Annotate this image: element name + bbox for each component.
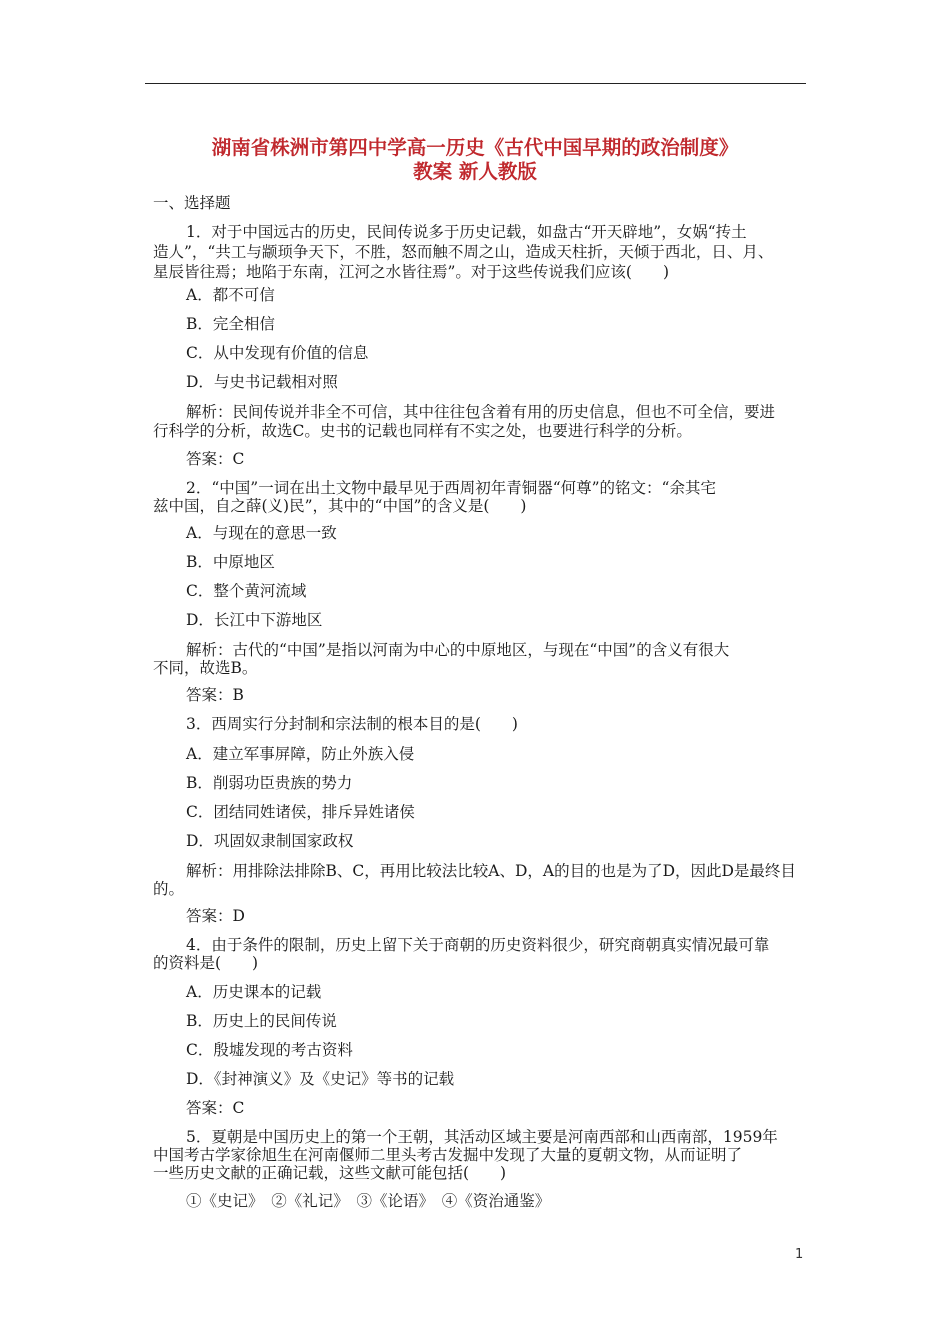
q1-option-c: C．从中发现有价值的信息 bbox=[186, 344, 369, 362]
q1-option-a: A．都不可信 bbox=[186, 286, 275, 304]
q1-stem-line-2: 造人”，“共工与颛顼争天下，不胜，怒而触不周之山，造成天柱折，天倾于西北，日、月、 bbox=[153, 243, 774, 261]
q4-option-c: C．殷墟发现的考古资料 bbox=[186, 1041, 353, 1059]
q3-answer: 答案：D bbox=[186, 907, 245, 925]
q2-explanation-line-2: 不同，故选B。 bbox=[153, 659, 258, 677]
q3-option-a: A．建立军事屏障，防止外族入侵 bbox=[186, 745, 415, 763]
q3-explanation-line-2: 的。 bbox=[153, 880, 185, 898]
q3-option-b: B．削弱功臣贵族的势力 bbox=[186, 774, 353, 792]
q2-stem-line-1: 2．“中国”一词在出土文物中最早见于西周初年青铜器“何尊”的铭文：“余其宅 bbox=[186, 479, 716, 497]
q2-option-a: A．与现在的意思一致 bbox=[186, 524, 337, 542]
q2-option-b: B．中原地区 bbox=[186, 553, 275, 571]
q5-stem-line-3: 一些历史文献的正确记载，这些文献可能包括( ) bbox=[153, 1164, 507, 1182]
section-heading: 一、选择题 bbox=[153, 194, 231, 212]
q1-option-b: B．完全相信 bbox=[186, 315, 275, 333]
q5-stem-line-1: 5．夏朝是中国历史上的第一个王朝，其活动区域主要是河南西部和山西南部，1959年 bbox=[186, 1128, 778, 1146]
q1-answer: 答案：C bbox=[186, 450, 245, 468]
q1-explanation-line-2: 行科学的分析，故选C。史书的记载也同样有不实之处，也要进行科学的分析。 bbox=[153, 422, 692, 440]
q4-option-b: B．历史上的民间传说 bbox=[186, 1012, 337, 1030]
q1-stem-line-1: 1．对于中国远古的历史，民间传说多于历史记载，如盘古“开天辟地”，女娲“抟土 bbox=[186, 223, 747, 241]
q3-explanation-line-1: 解析：用排除法排除B、C，再用比较法比较A、D，A的目的也是为了D，因此D是最终目 bbox=[186, 862, 796, 880]
q2-option-d: D．长江中下游地区 bbox=[186, 611, 323, 629]
q2-explanation-line-1: 解析：古代的“中国”是指以河南为中心的中原地区，与现在“中国”的含义有很大 bbox=[186, 641, 730, 659]
q2-answer: 答案：B bbox=[186, 686, 244, 704]
q4-option-d: D．《封神演义》及《史记》等书的记载 bbox=[186, 1070, 455, 1088]
q4-answer: 答案：C bbox=[186, 1099, 245, 1117]
document-title-line-2: 教案 新人教版 bbox=[413, 160, 537, 183]
q3-option-d: D．巩固奴隶制国家政权 bbox=[186, 832, 354, 850]
q5-stem-line-2: 中国考古学家徐旭生在河南偃师二里头考古发掘中发现了大量的夏朝文物，从而证明了 bbox=[153, 1146, 743, 1164]
header-rule bbox=[145, 83, 806, 84]
q1-stem-line-3: 星辰皆往焉；地陷于东南，江河之水皆往焉”。对于这些传说我们应该( ) bbox=[153, 263, 670, 281]
q4-stem-line-2: 的资料是( ) bbox=[153, 954, 259, 972]
q3-stem-line-1: 3．西周实行分封制和宗法制的根本目的是( ) bbox=[186, 715, 518, 733]
page-number: 1 bbox=[795, 1247, 804, 1262]
q1-option-d: D．与史书记载相对照 bbox=[186, 373, 338, 391]
q4-option-a: A．历史课本的记载 bbox=[186, 983, 322, 1001]
q2-stem-line-2: 兹中国，自之薛(义)民”，其中的“中国”的含义是( ) bbox=[153, 497, 527, 515]
q3-option-c: C．团结同姓诸侯，排斥异姓诸侯 bbox=[186, 803, 415, 821]
q1-explanation-line-1: 解析：民间传说并非全不可信，其中往往包含着有用的历史信息，但也不可全信，要进 bbox=[186, 403, 776, 421]
q2-option-c: C．整个黄河流域 bbox=[186, 582, 307, 600]
document-title-line-1: 湖南省株洲市第四中学高一历史《古代中国早期的政治制度》 bbox=[211, 136, 739, 159]
q5-choices: ①《史记》 ②《礼记》 ③《论语》 ④《资治通鉴》 bbox=[186, 1192, 551, 1210]
q4-stem-line-1: 4．由于条件的限制，历史上留下关于商朝的历史资料很少，研究商朝真实情况最可靠 bbox=[186, 936, 770, 954]
